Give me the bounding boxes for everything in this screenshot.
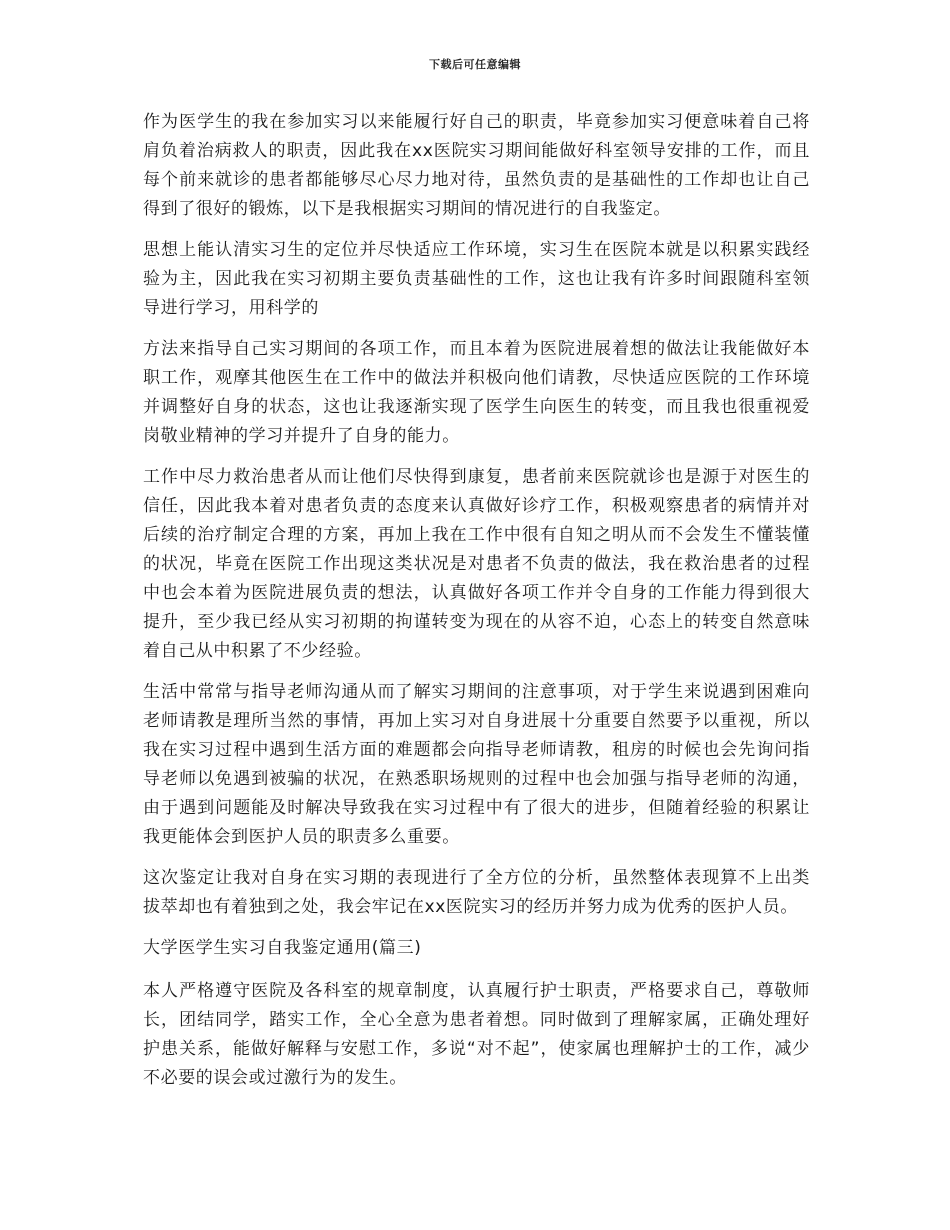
document-body xyxy=(143,108,810,1105)
paragraph-intro: 作为医学生的我在参加实习以来能履行好自己的职责，毕竟参加实习便意味着自己将肩负着治病救人的职责，因此我在xx医院实习期间能做好科室领导安排的工作，而且每个前来就诊的患者都能够尽心尽力地对待，虽然负责的是基础性的工作却也让自己得到了很好的锻炼，以下是我根据实习期间的情况进行的自我鉴定。 xyxy=(143,112,810,219)
paragraph-section-three: 本人严格遵守医院及各科室的规章制度，认真履行护士职责，严格要求自己，尊敬师长，团结同学，踏实工作，全心全意为患者着想。同时做到了理解家属，正确处理好护患关系，能做好解释与安慰工作，多说“对不起”，使家属也理解护士的工作，减少不必要的误会或过激行为的发生。 xyxy=(143,981,810,1088)
paragraph-thinking: 思想上能认清实习生的定位并尽快适应工作环境，实习生在医院本就是以积累实践经验为主，因此我在实习初期主要负责基础性的工作，这也让我有许多时间跟随科室领导进行学习，用科学的 xyxy=(143,240,810,318)
section-heading: 大学医学生实习自我鉴定通用(篇三) xyxy=(143,938,422,958)
paragraph-summary: 这次鉴定让我对自身在实习期的表现进行了全方位的分析，虽然整体表现算不上出类拔萃却也有着独到之处，我会牢记在xx医院实习的经历并努力成为优秀的医护人员。 xyxy=(143,868,810,917)
page-header-note: 下载后可任意编辑 xyxy=(429,58,521,71)
paragraph-work: 工作中尽力救治患者从而让他们尽快得到康复，患者前来医院就诊也是源于对医生的信任，因此我本着对患者负责的态度来认真做好诊疗工作，积极观察患者的病情并对后续的治疗制定合理的方案，再加上我在工作中很有自知之明从而不会发生不懂装懂的状况，毕竟在医院工作出现这类状况是对患者不负责的做法，我在救治患者的过程中也会本着为医院进展负责的想法，认真做好各项工作并令自身的工作能力得到很大提升，至少我已经从实习初期的拘谨转变为现在的从容不迫，心态上的转变自然意味着自己从中积累了不少经验。 xyxy=(143,467,810,661)
paragraph-life: 生活中常常与指导老师沟通从而了解实习期间的注意事项，对于学生来说遇到困难向老师请教是理所当然的事情，再加上实习对自身进展十分重要自然要予以重视，所以我在实习过程中遇到生活方面的难题都会向指导老师请教，租房的时候也会先询问指导老师以免遇到被骗的状况，在熟悉职场规则的过程中也会加强与指导老师的沟通，由于遇到问题能及时解决导致我在实习过程中有了很大的进步，但随着经验的积累让我更能体会到医护人员的职责多么重要。 xyxy=(143,682,810,847)
paragraph-method: 方法来指导自己实习期间的各项工作，而且本着为医院进展着想的做法让我能做好本职工作，观摩其他医生在工作中的做法并积极向他们请教，尽快适应医院的工作环境并调整好自身的状态，这也让我逐渐实现了医学生向医生的转变，而且我也很重视爱岗敬业精神的学习并提升了自身的能力。 xyxy=(143,339,810,446)
